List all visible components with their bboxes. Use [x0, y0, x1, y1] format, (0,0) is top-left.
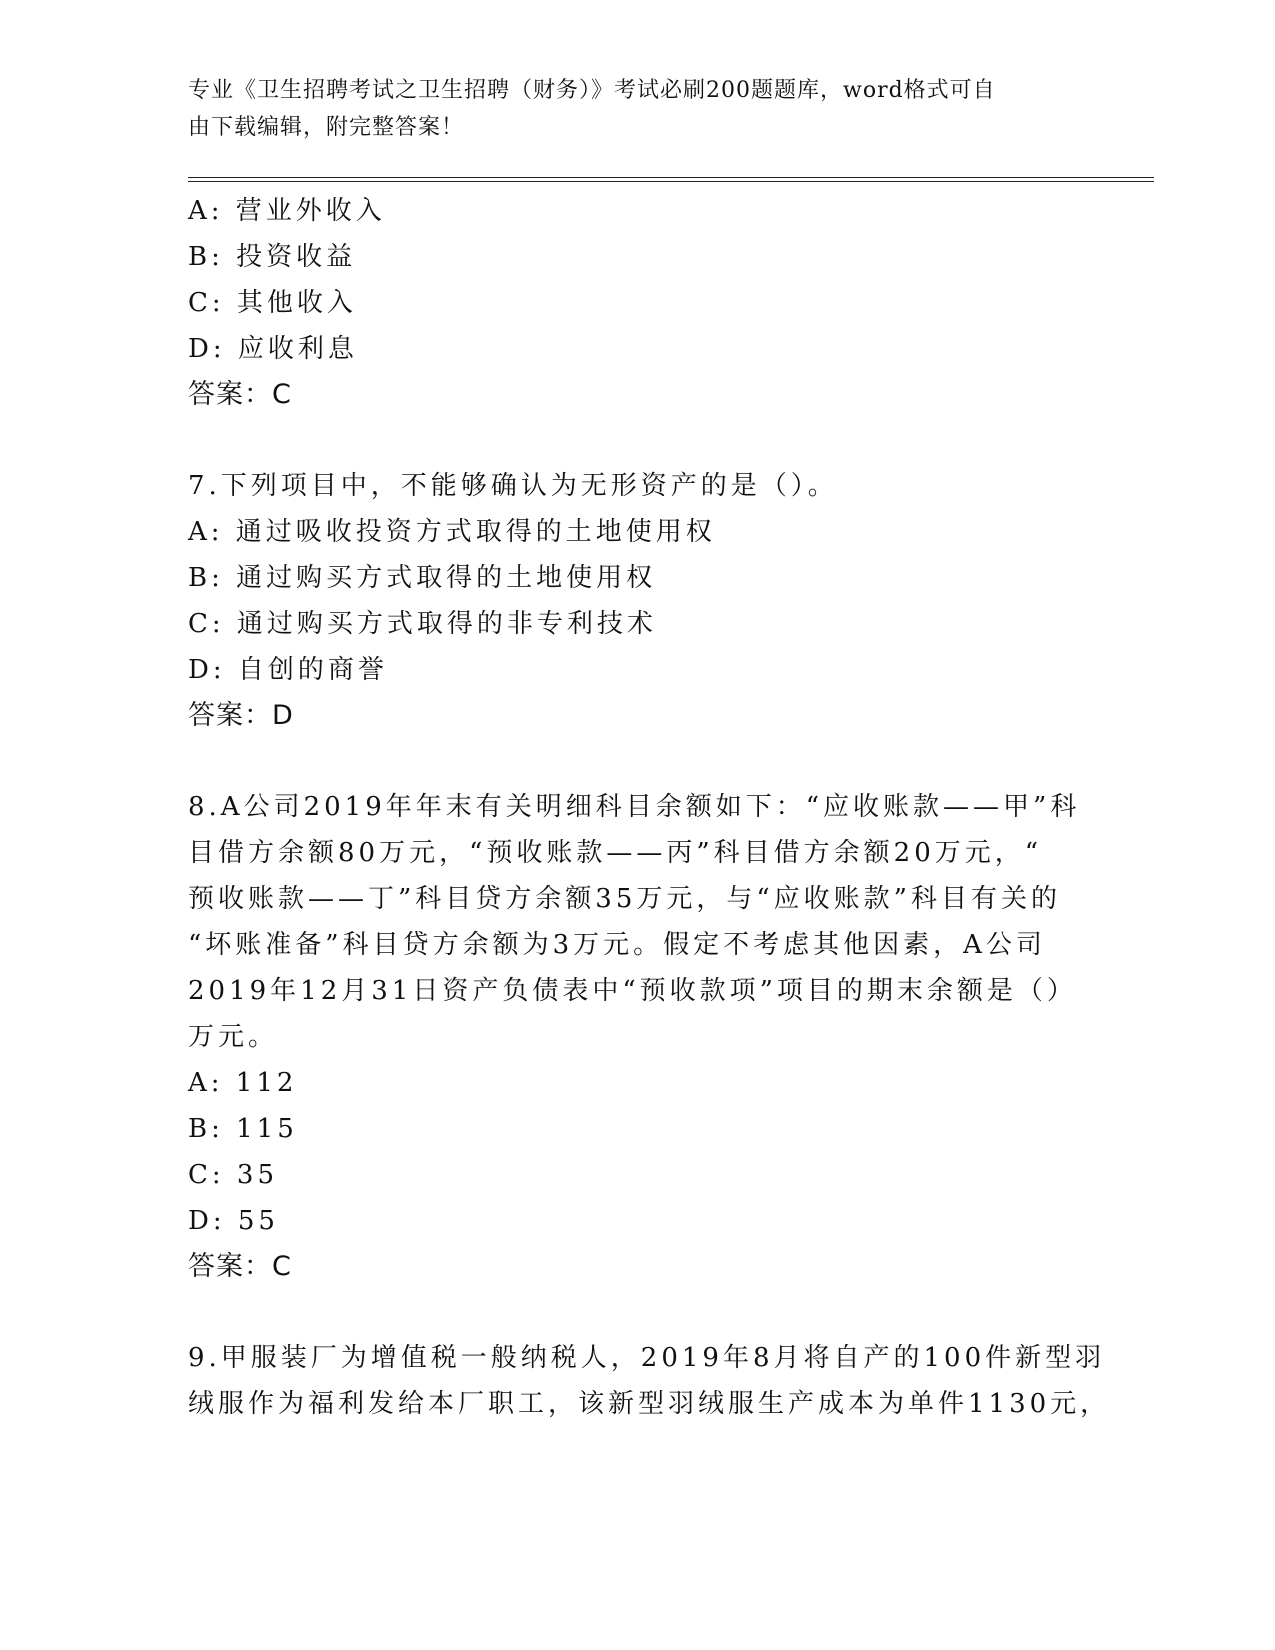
- stem-line: 目借方余额80万元，“预收账款——丙”科目借方余额20万元，“: [188, 838, 1043, 868]
- stem-line: “坏账准备”科目贷方余额为3万元。假定不考虑其他因素，A公司: [188, 930, 1046, 960]
- question-stem: [188, 1335, 1111, 1427]
- option-c: C: 35: [188, 1160, 279, 1190]
- stem-line: 8.A公司2019年年末有关明细科目余额如下：“应收账款——甲”科: [188, 792, 1081, 822]
- stem-line: 9.甲服装厂为增值税一般纳税人，2019年8月将自产的100件新型羽: [188, 1343, 1106, 1373]
- option-c: C: 通过购买方式取得的非专利技术: [188, 609, 657, 639]
- stem-line: 万元。: [188, 1022, 279, 1052]
- question-stem: [188, 784, 1088, 1060]
- header-line-2: 由下载编辑，附完整答案！: [188, 115, 465, 140]
- document-header: [188, 72, 1068, 146]
- option-d: D: 55: [188, 1206, 279, 1236]
- option-d: D: 自创的商誉: [188, 655, 388, 685]
- option-b: B: 投资收益: [188, 242, 357, 272]
- question-stem: 7.下列项目中，不能够确认为无形资产的是（）。: [188, 471, 838, 501]
- question-6: [188, 188, 1088, 418]
- spacer: [188, 1290, 1088, 1335]
- option-a: A: 营业外收入: [188, 196, 386, 226]
- option-b: B: 通过购买方式取得的土地使用权: [188, 563, 657, 593]
- option-b: B: 115: [188, 1114, 298, 1144]
- question-7: [188, 463, 1088, 739]
- question-9: [188, 1335, 1111, 1427]
- option-a: A: 112: [188, 1068, 298, 1098]
- spacer: [188, 739, 1088, 784]
- answer-line: 答案：C: [188, 1251, 292, 1282]
- option-a: A: 通过吸收投资方式取得的土地使用权: [188, 517, 716, 547]
- answer-line: 答案：C: [188, 379, 292, 410]
- stem-line: 2019年12月31日资产负债表中“预收款项”项目的期末余额是（）: [188, 976, 1077, 1006]
- spacer: [188, 418, 1088, 463]
- header-line-1: 专业《卫生招聘考试之卫生招聘（财务）》考试必刷200题题库，word格式可自: [188, 78, 996, 103]
- option-c: C: 其他收入: [188, 288, 357, 318]
- option-d: D: 应收利息: [188, 334, 358, 364]
- question-8: [188, 784, 1088, 1290]
- document-body: [188, 188, 1111, 1427]
- stem-line: 预收账款——丁”科目贷方余额35万元，与“应收账款”科目有关的: [188, 884, 1061, 914]
- header-divider-top: [188, 177, 1154, 178]
- stem-line: 绒服作为福利发给本厂职工，该新型羽绒服生产成本为单件1130元，: [188, 1389, 1111, 1419]
- answer-line: 答案：D: [188, 700, 294, 731]
- header-divider-bottom: [188, 181, 1154, 182]
